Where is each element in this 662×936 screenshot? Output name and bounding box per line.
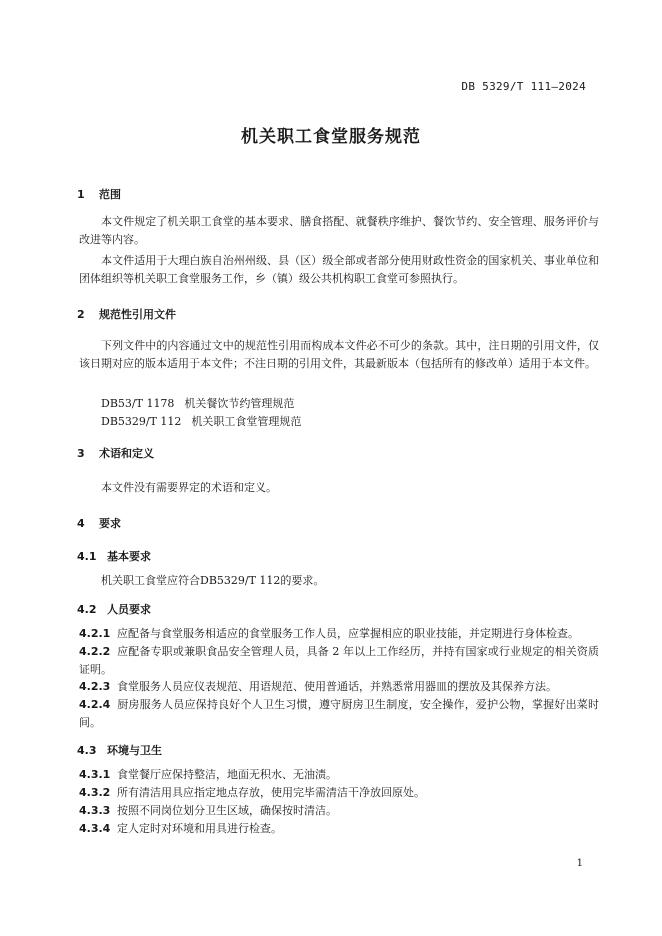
reference-code: DB53/T 1178: [101, 397, 175, 410]
clause-number: 4.2.4: [79, 698, 111, 711]
paragraph: 本文件适用于大理白族自治州州级、县（区）级全部或者部分使用财政性资金的国家机关、事业单位和团体组织等机关职工食堂服务工作，乡（镇）级公共机构职工食堂可参照执行。: [79, 254, 599, 285]
paragraph: 机关职工食堂应符合DB5329/T 112的要求。: [101, 574, 325, 587]
clause-text: 应配备专职或兼职食品安全管理人员，具备 2 年以上工作经历，并持有国家或行业规定的相关资质证明。: [79, 645, 599, 676]
clause-item: [79, 696, 599, 731]
clause-text: 食堂餐厅应保持整洁，地面无积水、无油渍。: [117, 768, 337, 781]
section-title: 要求: [99, 517, 121, 530]
section-number: 4: [77, 517, 85, 530]
section-title: 术语和定义: [99, 447, 154, 460]
clause-item: [79, 643, 599, 678]
clause-number: 4.3.2: [79, 786, 111, 799]
section-heading-terms: [77, 445, 154, 461]
section-number: 1: [77, 188, 85, 201]
paragraph: 本文件规定了机关职工食堂的基本要求、膳食搭配、就餐秩序维护、餐饮节约、安全管理、服务评价与改进等内容。: [79, 215, 599, 246]
clause-number: 4.3.3: [79, 804, 111, 817]
paragraph: 下列文件中的内容通过文中的规范性引用而构成本文件必不可少的条款。其中，注日期的引用文件，仅该日期对应的版本适用于本文件；不注日期的引用文件，其最新版本（包括所有的修改单）适用于本文件。: [79, 339, 599, 370]
clause-text: 厨房服务人员应保持良好个人卫生习惯，遵守厨房卫生制度，安全操作，爱护公物，掌握好出菜时间。: [79, 698, 599, 729]
reference-item: [101, 395, 294, 411]
subsection-number: 4.2: [77, 603, 97, 616]
page-number: 1: [576, 858, 583, 869]
section-title: 范围: [99, 188, 121, 201]
section-title: 规范性引用文件: [99, 308, 176, 321]
clause-number: 4.3.1: [79, 768, 111, 781]
subsection-heading-basic: [77, 548, 151, 564]
clause-text: 食堂服务人员应仪表规范、用语规范、使用普通话，并熟悉常用器皿的摆放及其保养方法。: [117, 680, 557, 693]
subsection-title: 人员要求: [107, 603, 151, 616]
clause-number: 4.2.1: [79, 627, 111, 640]
clause-item: [79, 802, 599, 820]
subsection-title: 环境与卫生: [107, 744, 162, 757]
clause-item: [79, 766, 599, 784]
section-heading-requirements: [77, 515, 121, 531]
subsection-title: 基本要求: [107, 550, 151, 563]
reference-item: [101, 413, 301, 429]
section-heading-normative-references: [77, 306, 176, 322]
section-number: 3: [77, 447, 85, 460]
clause-text: 按照不同岗位划分卫生区域，确保按时清洁。: [117, 804, 337, 817]
clause-item: [79, 784, 599, 802]
clause-number: 4.2.3: [79, 680, 111, 693]
section-number: 2: [77, 308, 85, 321]
subsection-number: 4.1: [77, 550, 97, 563]
clause-item: [79, 625, 599, 643]
section-heading-scope: [77, 186, 121, 202]
clause-text: 定人定时对环境和用具进行检查。: [117, 822, 282, 835]
subsection-number: 4.3: [77, 744, 97, 757]
clause-number: 4.3.4: [79, 822, 111, 835]
clause-number: 4.2.2: [79, 645, 111, 658]
clause-text: 所有清洁用具应指定地点存放，使用完毕需清洁干净放回原处。: [117, 786, 425, 799]
paragraph: 本文件没有需要界定的术语和定义。: [101, 481, 277, 494]
subsection-heading-personnel: [77, 601, 151, 617]
clause-item: [79, 678, 599, 696]
reference-code: DB5329/T 112: [101, 415, 182, 428]
reference-name: 机关餐饮节约管理规范: [184, 397, 295, 410]
reference-name: 机关职工食堂管理规范: [191, 415, 302, 428]
doc-code: DB 5329/T 111—2024: [461, 80, 586, 93]
subsection-heading-environment: [77, 742, 162, 758]
clause-item: [79, 820, 599, 838]
page-title: 机关职工食堂服务规范: [241, 127, 421, 147]
clause-text: 应配备与食堂服务相适应的食堂服务工作人员，应掌握相应的职业技能，并定期进行身体检查。: [117, 627, 579, 640]
